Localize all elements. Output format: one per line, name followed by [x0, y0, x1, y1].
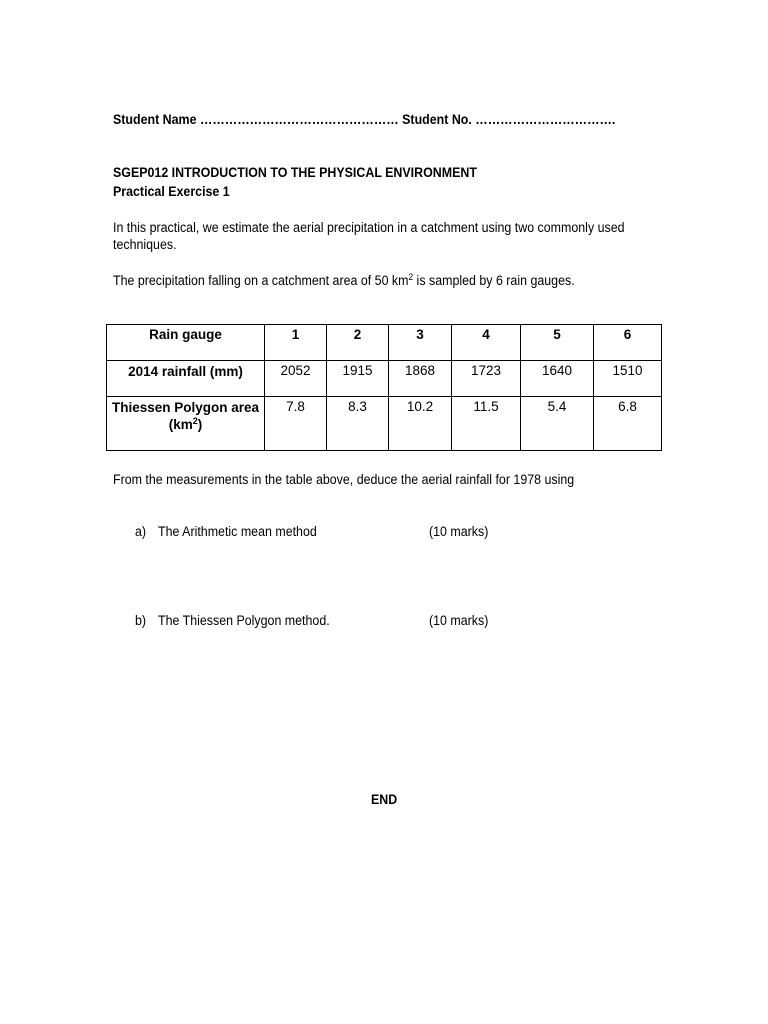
rainfall-cell: 1915: [327, 361, 389, 397]
area-cell: 11.5: [452, 397, 521, 451]
question-a-text: The Arithmetic mean method: [158, 524, 317, 539]
question-b-text: The Thiessen Polygon method.: [158, 613, 330, 628]
gauge-2-header: 2: [327, 325, 389, 361]
exercise-title: Practical Exercise 1: [113, 184, 230, 199]
gauge-5-header: 5: [521, 325, 594, 361]
gauge-1-header: 1: [265, 325, 327, 361]
area-cell: 5.4: [521, 397, 594, 451]
student-no-label: Student No.: [402, 112, 472, 127]
student-name-label: Student Name: [113, 112, 197, 127]
end-marker: END: [371, 792, 398, 807]
area-row: [107, 397, 662, 451]
rainfall-table: [106, 324, 662, 451]
rainfall-cell: 1640: [521, 361, 594, 397]
rainfall-row: [107, 361, 662, 397]
rainfall-cell: 1723: [452, 361, 521, 397]
question-b-marks: (10 marks): [429, 613, 489, 628]
area-cell: 7.8: [265, 397, 327, 451]
area-cell: 10.2: [389, 397, 452, 451]
gauge-6-header: 6: [594, 325, 662, 361]
rainfall-label: 2014 rainfall (mm): [107, 361, 265, 397]
area-cell: 8.3: [327, 397, 389, 451]
table-header-row: [107, 325, 662, 361]
gauge-3-header: 3: [389, 325, 452, 361]
catchment-paragraph: The precipitation falling on a catchment area of 50 $km^2$ is sampled by 6 rain gauges.: [113, 272, 575, 288]
area-cell: 6.8: [594, 397, 662, 451]
student-info-line: [113, 112, 659, 127]
rain-gauge-header: Rain gauge: [107, 325, 265, 361]
rainfall-cell: 1510: [594, 361, 662, 397]
gauge-4-header: 4: [452, 325, 521, 361]
question-a-marker: a): [135, 524, 147, 539]
course-title: SGEP012 INTRODUCTION TO THE PHYSICAL ENVIRONMENT: [113, 165, 477, 180]
superscript-2: 2: [408, 272, 414, 282]
question-b-marker: b): [135, 613, 147, 628]
area-label: Thiessen Polygon area $(km^2)$: [107, 397, 265, 451]
student-no-blank: …………………………….: [475, 112, 616, 127]
intro-paragraph: In this practical, we estimate the aerial precipitation in a catchment using two commonly used techniques.: [113, 220, 625, 252]
rainfall-cell: 1868: [389, 361, 452, 397]
question-a-marks: (10 marks): [429, 524, 489, 539]
rainfall-cell: 2052: [265, 361, 327, 397]
student-name-blank: …………………………………………: [199, 112, 399, 127]
question-prompt: From the measurements in the table above, deduce the aerial rainfall for 1978 using: [113, 472, 575, 487]
